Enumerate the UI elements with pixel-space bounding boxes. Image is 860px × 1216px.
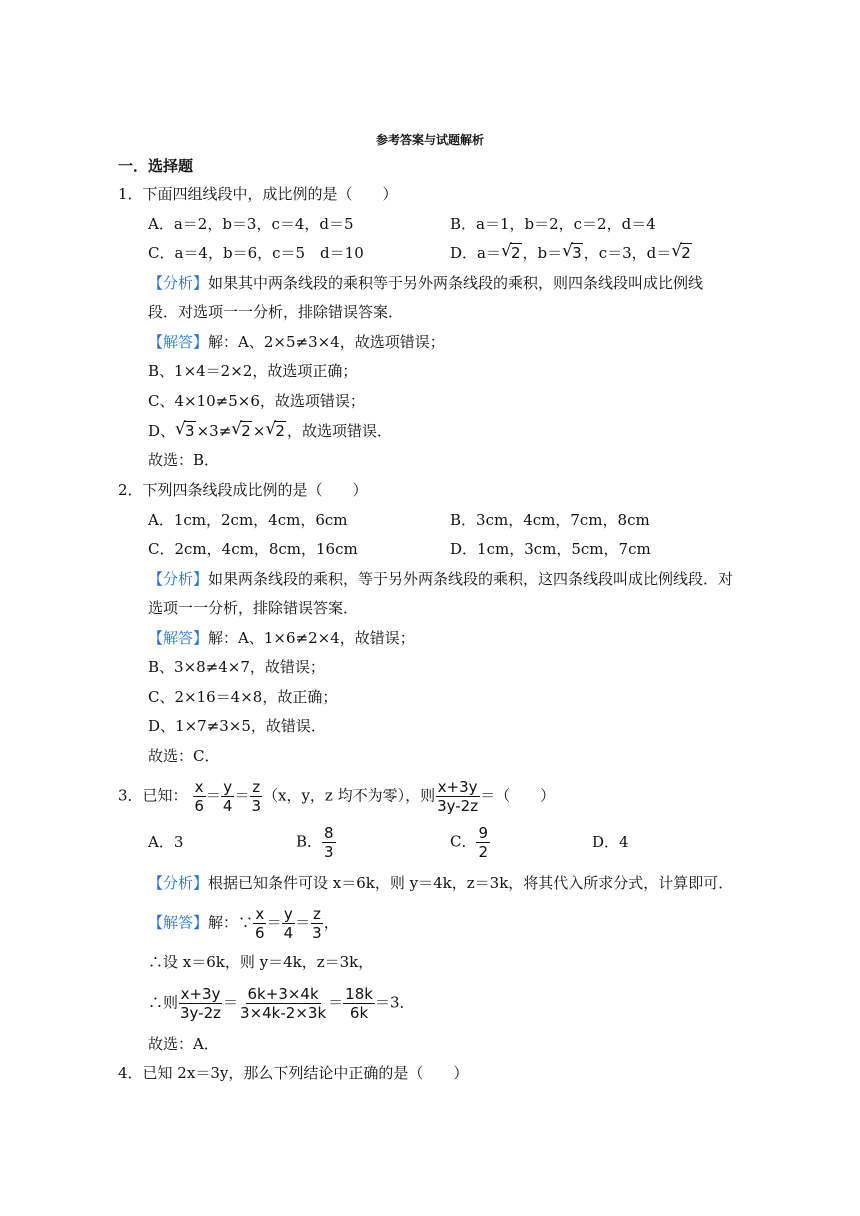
- fraction: $\frac{18k}{6k}$: [345, 985, 373, 1022]
- q1-solution: 【解答】解：A、2×5≠3×4，故选项错误；: [148, 333, 445, 351]
- fraction: $\frac{y}{4}$: [283, 905, 294, 942]
- q1-d-text-3: ，c＝3，d＝: [583, 244, 672, 262]
- q1-option-b: B．a＝1，b＝2，c＝2，d＝4: [450, 215, 656, 233]
- analysis-tag: 【分析】: [148, 570, 209, 588]
- q1-d-text-1: D．a＝: [450, 244, 501, 262]
- q1-solution-b: B、1×4＝2×2，故选项正确；: [148, 362, 358, 380]
- sqrt-symbol: √ 2: [231, 421, 252, 441]
- q1-option-a: A．a＝2，b＝3，c＝4，d＝5: [148, 215, 354, 233]
- q3-option-a: A．3: [148, 833, 184, 851]
- q3-option-d: D．4: [592, 833, 629, 851]
- analysis-tag: 【分析】: [148, 274, 209, 292]
- sqrt-symbol: √ 3: [562, 243, 583, 263]
- q2-option-c: C．2cm，4cm，8cm，16cm: [148, 540, 358, 558]
- q1-solution-c: C、4×10≠5×6，故选项错误；: [148, 392, 365, 410]
- fraction: $\frac{x}{6}$: [194, 778, 204, 815]
- q2-solution: 【解答】解：A、1×6≠2×4，故错误；: [148, 629, 415, 647]
- fraction: $\frac{9}{2}$: [478, 824, 489, 861]
- sqrt-symbol: √ 2: [501, 243, 522, 263]
- answer-tag: 【解答】: [148, 629, 209, 647]
- q2-stem: 2．下列四条线段成比例的是（ ）: [118, 481, 368, 499]
- answer-tag: 【解答】: [148, 333, 209, 351]
- fraction: $\frac{x+3y}{3y-2z}$: [437, 778, 479, 815]
- q2-option-b: B．3cm，4cm，7cm，8cm: [450, 511, 650, 529]
- q2-solution-d: D、1×7≠3×5，故错误．: [148, 717, 326, 735]
- q3-choice: 故选：A．: [148, 1035, 219, 1053]
- sqrt-symbol: √ 2: [671, 243, 692, 263]
- sqrt-symbol: √ 2: [265, 421, 286, 441]
- q3-solution: 【解答】解：∵ $\frac{x}{6}$ ＝ $\frac{y}{4}$ ＝ $\frac{z}{3}$ ，: [148, 905, 339, 942]
- analysis-tag: 【分析】: [148, 874, 209, 892]
- fraction: $\frac{x}{6}$: [255, 905, 265, 942]
- fraction: $\frac{y}{4}$: [222, 778, 233, 815]
- q1-d-text-2: ，b＝: [522, 244, 563, 262]
- fraction: $\frac{8}{3}$: [324, 824, 334, 861]
- answer-tag: 【解答】: [148, 913, 209, 932]
- q2-analysis-cont: 选项一一分析，排除错误答案．: [148, 599, 359, 617]
- q3-solution-set: ∴设 x＝6k，则 y＝4k，z＝3k，: [148, 953, 374, 971]
- q4-stem: 4．已知 2x＝3y，那么下列结论中正确的是（ ）: [118, 1064, 469, 1082]
- fraction: $\frac{z}{3}$: [251, 778, 261, 815]
- q1-option-d: [450, 243, 693, 263]
- q1-stem: 1．下面四组线段中，成比例的是（ ）: [118, 185, 398, 203]
- q2-choice: 故选：C．: [148, 747, 220, 765]
- q1-analysis-cont: 段．对选项一一分析，排除错误答案．: [148, 303, 404, 321]
- q2-solution-b: B、3×8≠4×7，故错误；: [148, 658, 325, 676]
- section-heading: 一．选择题: [118, 157, 194, 175]
- q3-analysis: 【分析】根据已知条件可设 x＝6k，则 y＝4k，z＝3k，将其代入所求分式，计算即可．: [148, 874, 734, 892]
- q2-option-d: D．1cm，3cm，5cm，7cm: [450, 540, 651, 558]
- q1-analysis: 【分析】如果其中两条线段的乘积等于另外两条线段的乘积，则四条线段叫成比例线: [148, 274, 704, 292]
- q1-option-c: C．a＝4，b＝6，c＝5 d＝10: [148, 244, 364, 262]
- sqrt-symbol: √ 3: [175, 421, 196, 441]
- fraction: $\frac{z}{3}$: [312, 905, 322, 942]
- q2-solution-c: C、2×16＝4×8，故正确；: [148, 688, 338, 706]
- fraction: $\frac{6k+3\times 4k}{3\times 4k-2\times 3k}$: [240, 985, 327, 1022]
- q1-choice: 故选：B．: [148, 451, 220, 469]
- q2-analysis: 【分析】如果两条线段的乘积，等于另外两条线段的乘积，这四条线段叫成比例线段．对: [148, 570, 734, 588]
- q3-option-b: B． $\frac{8}{3}$: [296, 824, 334, 861]
- page-title: 参考答案与试题解析: [375, 133, 484, 147]
- q3-option-c: C． $\frac{9}{2}$: [450, 824, 489, 861]
- fraction: $\frac{x+3y}{3y-2z}$: [180, 985, 222, 1022]
- q3-solution-calc: ∴则 $\frac{x+3y}{3y-2z}$ ＝ $\frac{6k+3\times 4k}{3\times 4k-2\times 3k}$ ＝ $\frac{18k}{6k}$ ＝3．: [148, 985, 415, 1022]
- q2-option-a: A．1cm，2cm，4cm，6cm: [148, 511, 348, 529]
- q1-solution-d: D、√ 3 ×3≠√ 2 ×√ 2 ，故选项错误．: [148, 421, 392, 441]
- q3-stem: 3．已知： $\frac{x}{6}$ ＝ $\frac{y}{4}$ ＝ $\frac{z}{3}$ （x，y，z 均不为零），则 $\frac{x+3y}{3y-2z}$ ＝（ ）: [118, 778, 556, 815]
